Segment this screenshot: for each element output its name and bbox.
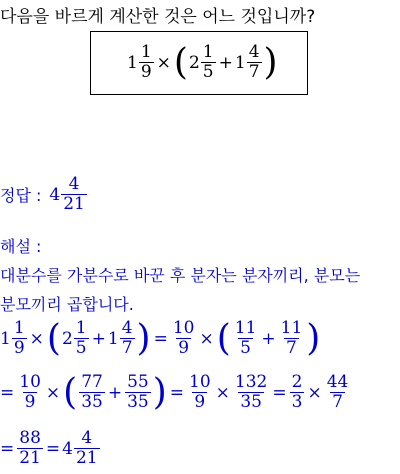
numerator: 77 <box>81 372 103 392</box>
math-symbol: × <box>307 382 322 403</box>
math-symbol: × <box>215 382 230 403</box>
math-symbol: = <box>272 382 287 403</box>
left-paren: ( <box>173 41 188 83</box>
numerator: 1 <box>202 42 214 62</box>
math-symbol: ) <box>152 371 167 413</box>
whole-1: 1 <box>127 52 138 73</box>
math-symbol: ( <box>216 317 231 359</box>
math-symbol: ( <box>63 371 78 413</box>
fraction <box>279 320 305 357</box>
fraction <box>74 430 100 467</box>
math-symbol: 1 <box>0 328 11 349</box>
answer-line <box>0 176 88 213</box>
math-symbol: = <box>169 382 185 403</box>
denominator: 35 <box>81 392 103 412</box>
denominator: 35 <box>240 392 262 412</box>
answer-fraction <box>61 176 87 213</box>
fraction <box>120 320 135 357</box>
numerator: 10 <box>19 372 41 392</box>
math-symbol: + <box>107 382 123 403</box>
plus-sign: + <box>218 52 233 73</box>
numerator: 4 <box>81 428 93 448</box>
numerator: 10 <box>172 318 195 338</box>
math-symbol: ( <box>46 317 61 359</box>
explanation-text-1: 대분수를 가분수로 바꾼 후 분자는 분자끼리, 분모는 <box>0 266 361 285</box>
numerator: 11 <box>280 318 303 338</box>
math-symbol: × <box>45 382 61 403</box>
numerator: 4 <box>121 318 133 338</box>
fraction <box>125 374 151 411</box>
answer-whole: 4 <box>49 184 61 205</box>
denominator: 9 <box>140 62 152 82</box>
explanation-label: 해설 : <box>0 237 42 256</box>
fraction-4-7 <box>247 44 262 81</box>
numerator: 1 <box>75 318 87 338</box>
denominator: 9 <box>194 392 206 412</box>
fraction <box>74 320 89 357</box>
fraction <box>79 374 105 411</box>
numerator: 10 <box>189 372 211 392</box>
denominator: 3 <box>291 392 303 412</box>
numerator: 88 <box>19 428 41 448</box>
math-symbol: ) <box>136 317 151 359</box>
question-text: 다음을 바르게 계산한 것은 어느 것입니까? <box>0 7 316 27</box>
denominator: 5 <box>75 338 87 358</box>
math-symbol: 1 <box>107 328 119 349</box>
fraction <box>17 430 43 467</box>
whole-2: 2 <box>188 52 200 73</box>
denominator: 5 <box>202 62 214 82</box>
times-sign: × <box>156 52 171 73</box>
fraction <box>233 320 259 357</box>
numerator: 44 <box>326 372 349 392</box>
expression-box <box>90 31 308 95</box>
step-2 <box>0 371 351 413</box>
math-symbol: = <box>45 438 61 459</box>
numerator: 1 <box>13 318 25 338</box>
fraction-1-9 <box>139 44 154 81</box>
denominator: 7 <box>332 392 343 412</box>
right-paren: ) <box>263 41 278 83</box>
math-symbol: 4 <box>62 438 73 459</box>
numerator: 11 <box>234 318 257 338</box>
denominator: 9 <box>178 338 190 358</box>
problem-expression <box>127 41 279 83</box>
denominator: 7 <box>248 62 260 82</box>
denominator: 5 <box>240 338 251 358</box>
math-symbol: ) <box>306 317 321 359</box>
numerator: 4 <box>68 174 80 194</box>
numerator: 55 <box>127 372 149 392</box>
fraction-1-5 <box>201 44 216 81</box>
fraction <box>325 374 351 411</box>
denominator: 9 <box>13 338 25 358</box>
math-symbol: = <box>0 382 15 403</box>
math-symbol: + <box>261 328 276 349</box>
fraction <box>187 374 213 411</box>
step-1 <box>0 317 321 359</box>
answer-label: 정답 : <box>0 186 42 205</box>
denominator: 7 <box>121 338 133 358</box>
fraction <box>12 320 27 357</box>
fraction <box>290 374 305 411</box>
explanation-text-2: 분모끼리 곱합니다. <box>0 295 134 314</box>
math-symbol: 2 <box>61 328 73 349</box>
denominator: 21 <box>75 448 98 468</box>
math-symbol: = <box>0 438 15 459</box>
denominator: 9 <box>24 392 36 412</box>
math-symbol: × <box>29 328 44 349</box>
numerator: 4 <box>248 42 260 62</box>
fraction <box>171 320 197 357</box>
denominator: 35 <box>127 392 149 412</box>
step-3 <box>0 430 101 467</box>
denominator: 21 <box>63 194 85 214</box>
math-symbol: + <box>91 328 106 349</box>
math-symbol: = <box>153 328 168 349</box>
whole-3: 1 <box>234 52 246 73</box>
math-symbol: × <box>199 328 214 349</box>
numerator: 132 <box>234 372 268 392</box>
numerator: 2 <box>291 372 303 392</box>
fraction <box>233 374 269 411</box>
denominator: 7 <box>286 338 297 358</box>
fraction <box>17 374 43 411</box>
denominator: 21 <box>19 448 41 468</box>
numerator: 1 <box>140 42 152 62</box>
